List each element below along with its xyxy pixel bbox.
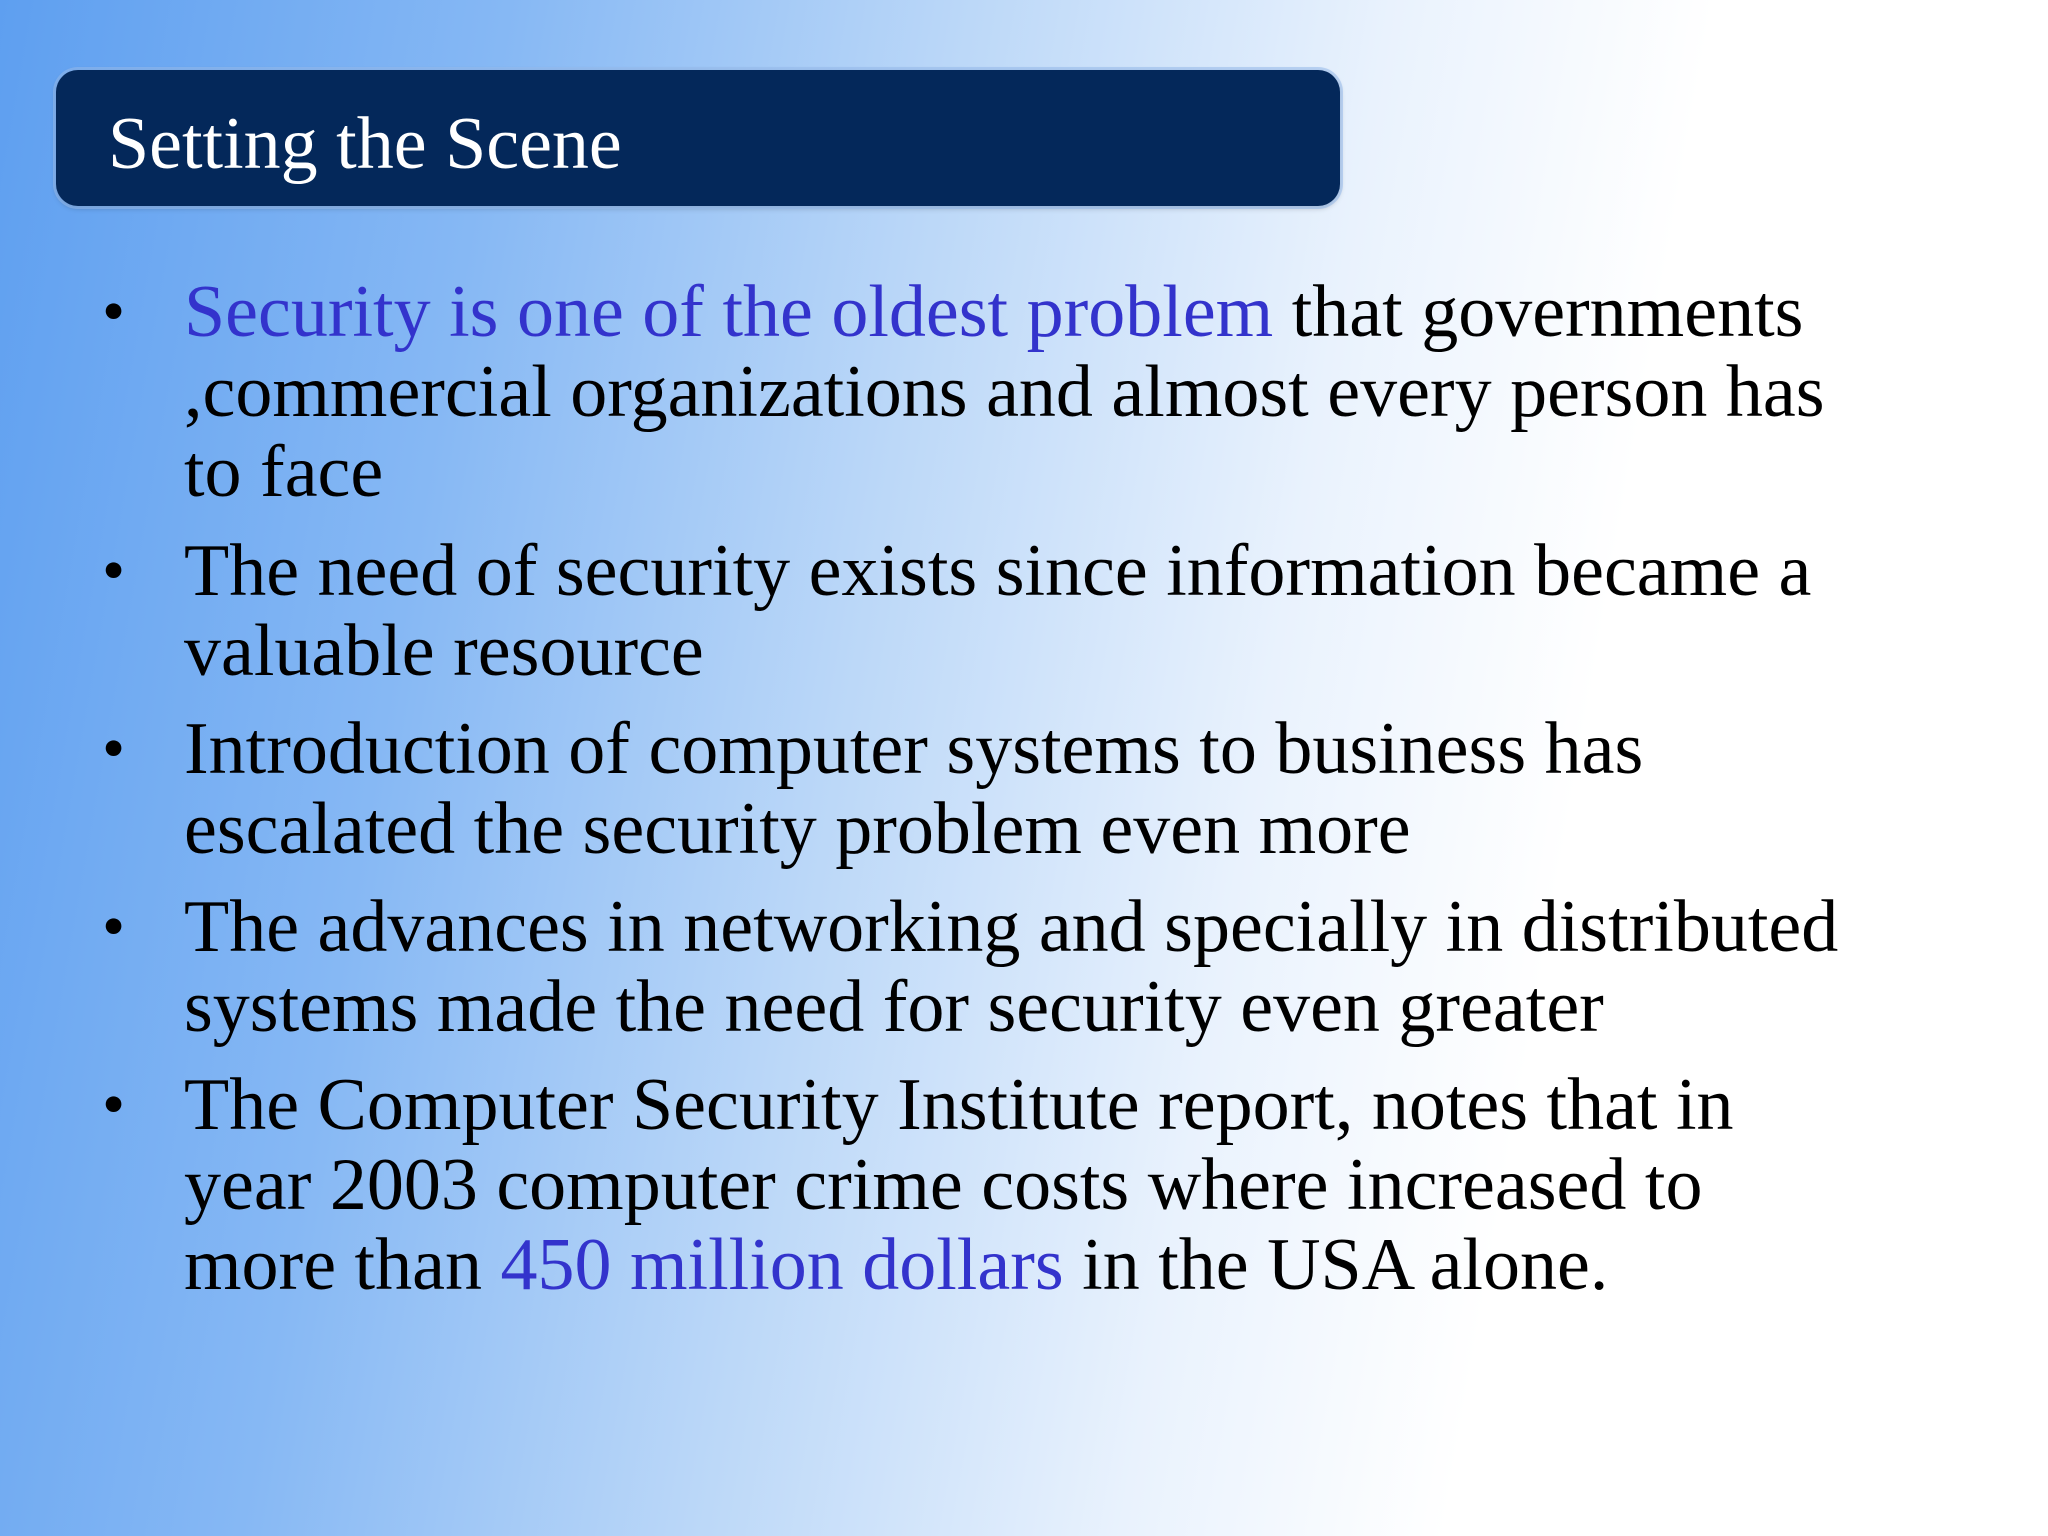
highlighted-text: 450 million dollars	[500, 1224, 1064, 1306]
bullet-4-line-2: systems made the need for security even greater	[184, 966, 1604, 1048]
line-text: more than	[184, 1224, 501, 1306]
bullet-2-line-1: The need of security exists since information became a	[184, 530, 1812, 612]
bullet-marker: •	[102, 275, 126, 348]
bullet-4-line-1: The advances in networking and specially in distributed	[184, 886, 1839, 968]
bullet-text-2	[184, 531, 2024, 691]
bullet-1-line-2: ,commercial organizations and almost every person has	[184, 351, 1825, 433]
bullet-text-3	[184, 709, 2024, 869]
bullet-5-line-3	[184, 1225, 2024, 1305]
bullet-1-line-3: to face	[184, 431, 384, 513]
bullet-1-line-1	[184, 272, 2024, 352]
bullet-marker: •	[102, 534, 126, 607]
bullet-2-line-2: valuable resource	[184, 610, 704, 692]
bullet-3-line-2: escalated the security problem even more	[184, 788, 1411, 870]
line-text: in the USA alone.	[1063, 1224, 1609, 1306]
bullet-marker: •	[102, 890, 126, 963]
bullet-text-4	[184, 887, 2024, 1047]
bullet-marker: •	[102, 712, 126, 785]
slide-title: Setting the Scene	[108, 103, 622, 185]
line-text: that governments	[1273, 271, 1804, 353]
highlighted-text: Security is one of the oldest problem	[184, 271, 1274, 353]
bullet-marker: •	[102, 1068, 126, 1141]
bullet-text-1	[184, 272, 2024, 512]
bullet-5-line-1: The Computer Security Institute report, notes that in	[184, 1064, 1734, 1146]
bullet-5-line-2: year 2003 computer crime costs where increased to	[184, 1144, 1703, 1226]
bullet-3-line-1: Introduction of computer systems to business has	[184, 708, 1644, 790]
bullet-text-5	[184, 1065, 2024, 1305]
